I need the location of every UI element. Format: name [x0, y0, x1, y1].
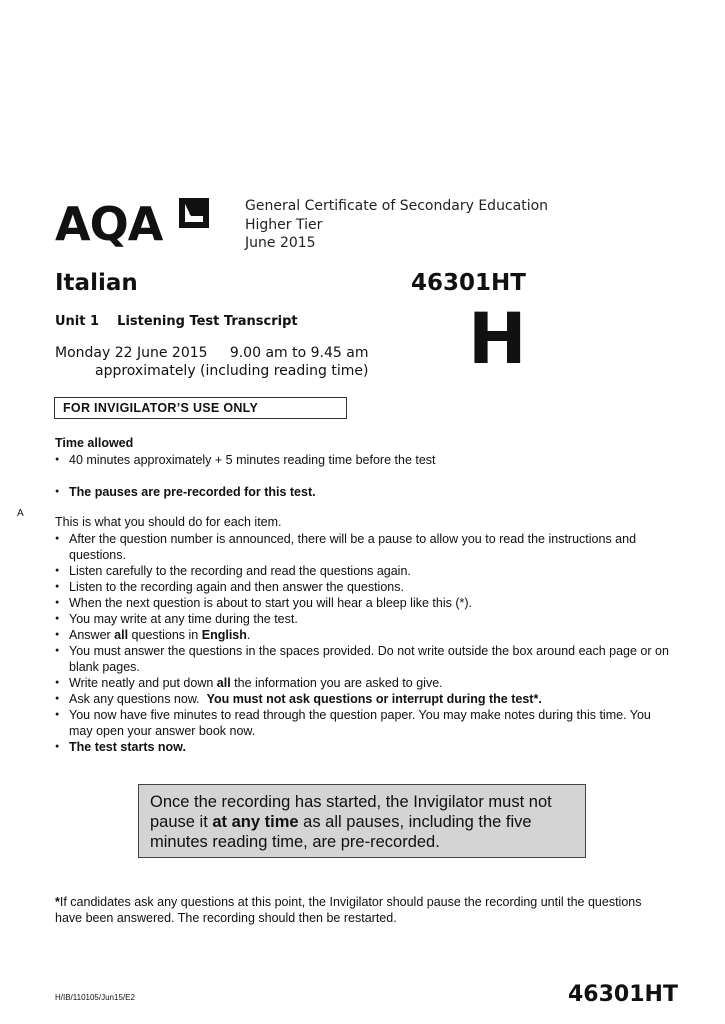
list-item [55, 739, 670, 755]
document-reference: H/IB/110105/Jun15/E2 [55, 993, 135, 1002]
notice-text: as all pauses, including the five minutes reading time, are pre-recorded. [150, 813, 532, 851]
list-item: ● You must answer the questions in the spaces provided. Do not write outside the box around each page or on blank pages. [55, 643, 670, 675]
aqa-logo [55, 196, 213, 252]
session-label: June 2015 [245, 235, 316, 251]
qualification-header [245, 197, 548, 253]
tier-letter: H [468, 298, 527, 380]
instructions-list [55, 531, 670, 755]
text: Answer [69, 628, 115, 642]
instructions-intro: This is what you should do for each item. [55, 515, 282, 529]
footnote-star: * [55, 895, 60, 909]
unit-title: Listening Test Transcript [117, 314, 298, 329]
aqa-quill-icon [177, 196, 211, 230]
list-item: ● You now have five minutes to read through the question paper. You may make notes during this time. You may open your answer book now. [55, 707, 670, 739]
emphasis: English [201, 628, 247, 642]
list-item: ● After the question number is announced, there will be a pause to allow you to read the instructions and questions. [55, 531, 670, 563]
emphasis: The test starts now. [69, 740, 186, 754]
list-item [55, 484, 675, 500]
list-item [55, 627, 670, 643]
list-item: ● Listen carefully to the recording and read the questions again. [55, 563, 670, 579]
emphasis: all [114, 628, 129, 642]
list-item: ● Listen to the recording again and then answer the questions. [55, 579, 670, 595]
list-item: ● When the next question is about to start you will hear a bleep like this (*). [55, 595, 670, 611]
emphasis: all [216, 676, 231, 690]
list-item [55, 691, 670, 707]
subject-title: Italian [55, 270, 138, 296]
emphasis: You must not ask questions or interrupt during the test*. [206, 692, 542, 706]
paper-code: 46301HT [411, 270, 526, 296]
exam-time: 9.00 am to 9.45 am [229, 345, 369, 361]
list-item: ● You may write at any time during the test. [55, 611, 670, 627]
footer-paper-code: 46301HT [568, 982, 678, 1007]
tier-label: Higher Tier [245, 216, 323, 233]
pauses-note: The pauses are pre-recorded for this test. [69, 485, 316, 499]
margin-letter: A [17, 508, 24, 519]
unit-line [55, 314, 298, 329]
pauses-note-list [55, 484, 675, 500]
exam-date [55, 345, 368, 361]
time-allowed-heading: Time allowed [55, 436, 134, 450]
time-allowed-list [55, 452, 675, 468]
text: the information you are asked to give. [230, 676, 443, 690]
invigilator-box: FOR INVIGILATOR’S USE ONLY [54, 397, 347, 419]
footnote [55, 894, 655, 926]
unit-number: Unit 1 [55, 314, 100, 329]
qualification-name: General Certificate of Secondary Education [245, 198, 549, 214]
invigilator-notice [138, 784, 586, 858]
list-item: ● 40 minutes approximately + 5 minutes reading time before the test [55, 452, 675, 468]
text: questions in [128, 628, 202, 642]
exam-duration-note: approximately (including reading time) [95, 363, 369, 379]
notice-emphasis: at any time [212, 813, 299, 831]
footnote-text: If candidates ask any questions at this point, the Invigilator should pause the recording until the questions have been answered. The recording should then be restarted. [55, 895, 642, 925]
logo-text: AQA [55, 197, 163, 251]
exam-day: Monday 22 June 2015 [55, 345, 208, 361]
text: Write neatly and put down [69, 676, 217, 690]
text: Ask any questions now. [69, 692, 207, 706]
notice-text: Once the recording has started, the Invigilator must not pause it [150, 793, 552, 831]
list-item [55, 675, 670, 691]
text: . [246, 628, 251, 642]
